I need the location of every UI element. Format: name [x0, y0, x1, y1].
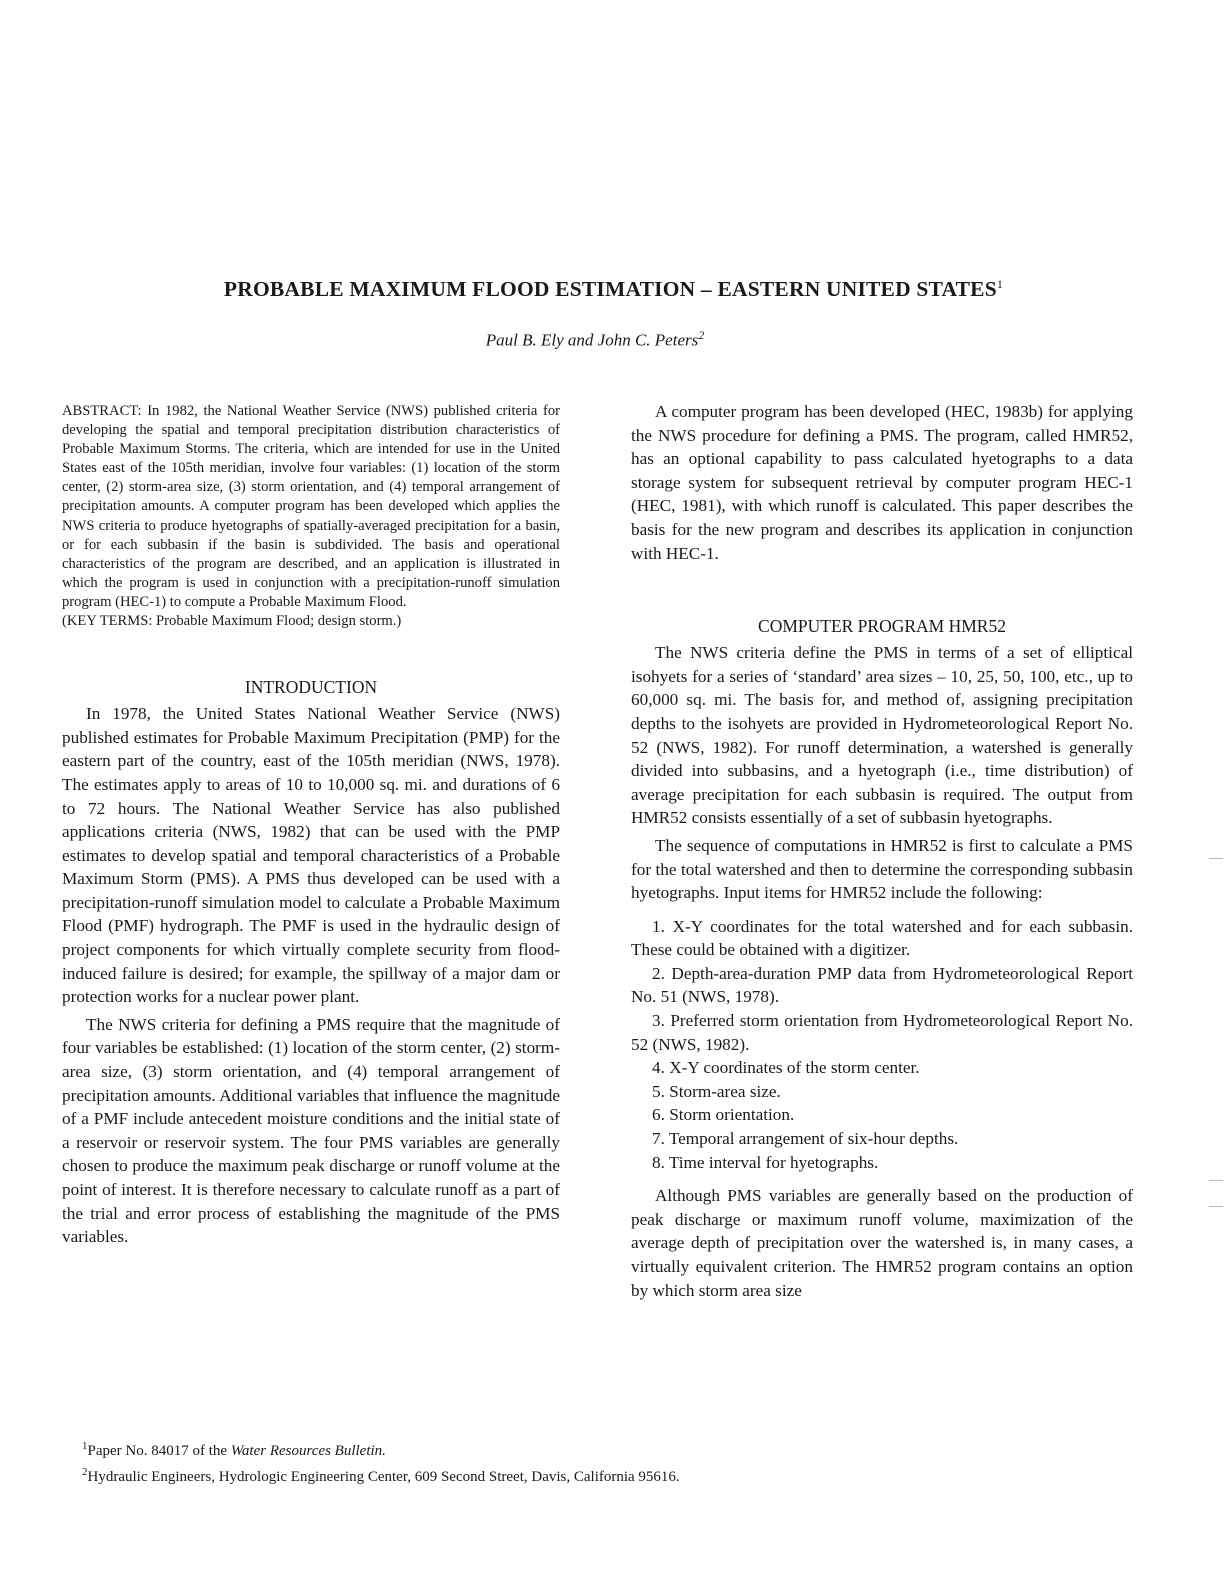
list-item: 2. Depth-area-duration PMP data from Hydrometeorological Report No. 51 (NWS, 1978). [631, 963, 1133, 1007]
introduction-heading: INTRODUCTION [244, 677, 378, 698]
input-items-list [631, 915, 1133, 1175]
authors-footnote-mark: 2 [698, 328, 705, 342]
program-paragraph-1: The NWS criteria define the PMS in terms of a set of elliptical isohyets for a series of ‘standard’ area sizes – 10, 25, 50, 100, etc., up to 60,000 sq. mi. The basis for, and method of, assigning precipitation depths to the isohyets are provided in Hydrometeorological Report No. 52 (NWS, 1982). For runoff determination, a watershed is generally divided into subbasins, and a hyetograph (i.e., time distribution) of average precipitation for each subbasin is required. The output from HMR52 consists essentially of a set of subbasin hyetographs. [631, 643, 1133, 828]
list-item: 7. Temporal arrangement of six-hour depths. [652, 1129, 959, 1149]
list-item: 3. Preferred storm orientation from Hydrometeorological Report No. 52 (NWS, 1982). [631, 1011, 1133, 1054]
list-item: 1. X-Y coordinates for the total watershed and for each subbasin. These could be obtained with a digitizer. [631, 916, 1133, 960]
footnote-1-mark: 1 [82, 1440, 88, 1452]
introduction-paragraph-2: The NWS criteria for defining a PMS require that the magnitude of four variables be established: (1) location of the storm center, (2) storm-area size, (3) storm orientation, and (4) temporal arrangement of precipitation amounts. Additional variables that influence the magnitude of a PMF include antecedent moisture conditions and the initial state of a reservoir or reservoir system. The four PMS variables are generally chosen to produce the maximum peak discharge or runoff volume at the point of interest. It is therefore necessary to calculate runoff as a part of the trial and error process of establishing the magnitude of the PMS variables. [62, 1014, 560, 1247]
scan-edge-mark [1209, 1180, 1223, 1181]
footnote-2 [82, 1462, 1082, 1488]
footnote-2-text: Hydraulic Engineers, Hydrologic Engineering Center, 609 Second Street, Davis, California 95616. [87, 1469, 680, 1485]
abstract: ABSTRACT: In 1982, the National Weather Service (NWS) published criteria for developing the spatial and temporal precipitation distribution characteristics of Probable Maximum Storms. The criteria, which are intended for use in the United States east of the 105th meridian, involve four variables: (1) location of the storm center, (2) storm-area size, (3) storm orientation, and (4) temporal arrangement of precipitation amounts. A computer program has been developed which applies the NWS criteria to produce hyetographs of spatially-averaged precipitation for a basin, or for each subbasin if the basin is subdivided. The basis and operational characteristics of the program are described, and an application is illustrated in which the program is used in conjunction with a precipitation-runoff simulation program (HEC-1) to compute a Probable Maximum Flood. [62, 403, 560, 610]
introduction-paragraph-1: In 1978, the United States National Weather Service (NWS) published estimates for Probable Maximum Precipitation (PMP) for the eastern part of the country, east of the 105th meridian (NWS, 1978). The estimates apply to areas of 10 to 10,000 sq. mi. and durations of 6 to 72 hours. The National Weather Service has also published applications criteria (NWS, 1982) that can be used with the PMP estimates to develop spatial and temporal characteristics of a Probable Maximum Storm (PMS). A PMS thus developed can be used with a precipitation-runoff simulation model to calculate a Probable Maximum Flood (PMF) hydrograph. The PMF is used in the hydraulic design of project components for which virtually complete security from flood-induced failure is desired; for example, the spillway of a major dam or protection works for a nuclear power plant. [62, 704, 560, 1007]
footnote-1 [82, 1436, 1082, 1462]
footnote-2-mark: 2 [82, 1466, 88, 1478]
list-item: 5. Storm-area size. [652, 1081, 781, 1101]
list-item: 4. X-Y coordinates of the storm center. [652, 1058, 920, 1078]
authors-text: Paul B. Ely and John C. Peters [485, 330, 699, 350]
scan-edge-mark [1209, 1206, 1223, 1207]
list-item: 8. Time interval for hyetographs. [652, 1152, 879, 1172]
footnote-1-text: Paper No. 84017 of the [87, 1443, 231, 1459]
title-footnote-mark: 1 [996, 277, 1004, 291]
program-paragraph-3: Although PMS variables are generally based on the production of peak discharge or maximum runoff volume, maximization of the average depth of precipitation over the watershed is, in many cases, a virtually equivalent criterion. The HMR52 program contains an option by which storm area size [631, 1186, 1133, 1300]
key-terms: (KEY TERMS: Probable Maximum Flood; design storm.) [62, 613, 402, 630]
program-heading: COMPUTER PROGRAM HMR52 [758, 616, 1006, 637]
footnotes [82, 1436, 1082, 1488]
list-item: 6. Storm orientation. [652, 1105, 795, 1125]
footnote-1-journal: Water Resources Bulletin. [230, 1443, 386, 1459]
right-intro-paragraph: A computer program has been developed (HEC, 1983b) for applying the NWS procedure for defining a PMS. The program, called HMR52, has an optional capability to pass calculated hyetographs to a data storage system for subsequent retrieval by computer program HEC-1 (HEC, 1981), with which runoff is calculated. This paper describes the basis for the new program and describes its application in conjunction with HEC-1. [631, 402, 1133, 563]
left-column [62, 402, 560, 1249]
program-paragraph-2: The sequence of computations in HMR52 is first to calculate a PMS for the total watershed and then to determine the corresponding subbasin hyetographs. Input items for HMR52 include the following: [631, 835, 1133, 903]
title-text: PROBABLE MAXIMUM FLOOD ESTIMATION – EASTERN UNITED STATES [223, 277, 997, 302]
paper-title [0, 277, 1227, 302]
right-column [631, 400, 1133, 1302]
scan-edge-mark [1209, 858, 1223, 859]
authors-line [0, 328, 1190, 351]
